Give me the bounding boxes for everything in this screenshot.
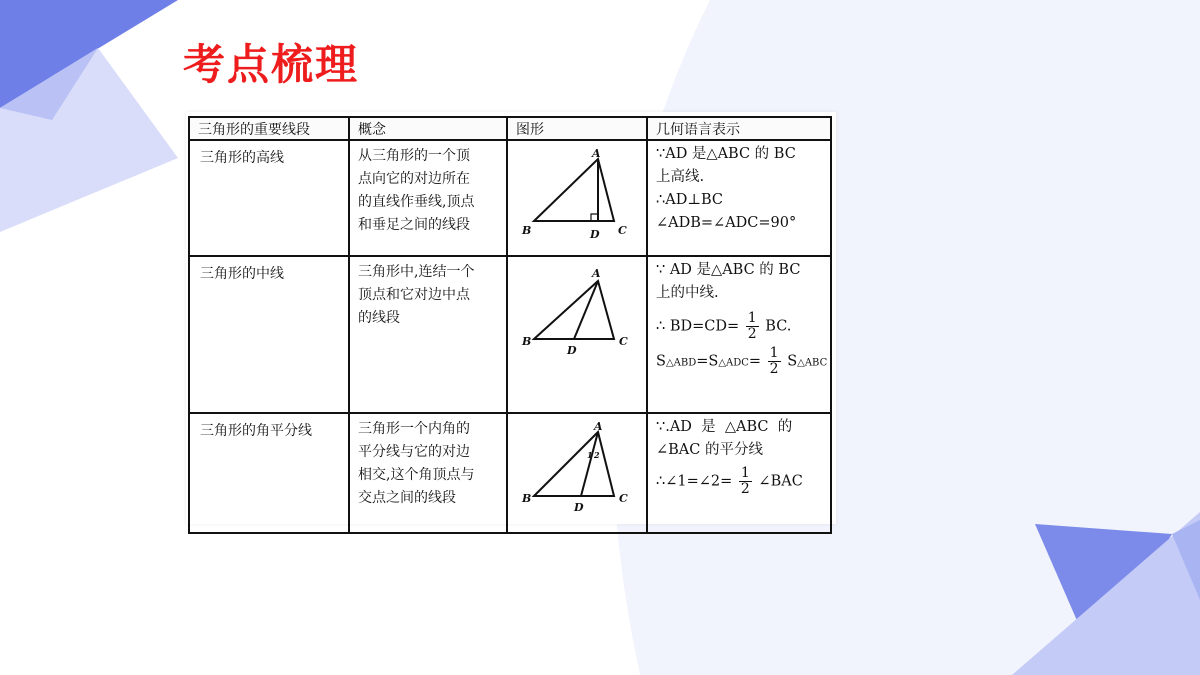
header-cell: 三角形的重要线段 bbox=[189, 117, 349, 140]
median-triangle-figure bbox=[508, 257, 648, 367]
svg-text:2: 2 bbox=[594, 450, 600, 460]
row-name: 三角形的角平分线 bbox=[189, 413, 349, 533]
table-row bbox=[189, 413, 831, 533]
svg-text:B: B bbox=[522, 335, 532, 348]
svg-text:B: B bbox=[522, 224, 532, 237]
row-name: 三角形的高线 bbox=[189, 140, 349, 256]
table-header-row bbox=[189, 117, 831, 140]
altitude-triangle-figure bbox=[508, 141, 648, 245]
row-figure bbox=[507, 140, 647, 256]
header-cell: 概念 bbox=[349, 117, 507, 140]
svg-text:D: D bbox=[567, 344, 577, 357]
row-figure bbox=[507, 256, 647, 413]
svg-text:D: D bbox=[574, 501, 584, 514]
row-concept: 三角形中,连结一个 顶点和它对边中点 的线段 bbox=[349, 256, 507, 413]
svg-text:A: A bbox=[592, 147, 601, 160]
row-concept: 三角形一个内角的 平分线与它的对边 相交,这个角顶点与 交点之间的线段 bbox=[349, 413, 507, 533]
row-expression: ∵.AD 是 △ABC 的 ∠BAC 的平分线 ∴∠1=∠2= $\frac{1}{2}$ ∠BAC bbox=[647, 413, 831, 533]
svg-text:D: D bbox=[590, 228, 600, 241]
fraction-half: $\frac{1}{2}$ bbox=[740, 465, 750, 497]
bisector-triangle-figure bbox=[508, 414, 648, 522]
row-figure bbox=[507, 413, 647, 533]
triangle-lines-table bbox=[188, 116, 832, 534]
svg-text:C: C bbox=[619, 335, 628, 348]
row-concept: 从三角形的一个顶 点向它的对边所在 的直线作垂线,顶点 和垂足之间的线段 bbox=[349, 140, 507, 256]
fraction-half: $\frac{1}{2}$ bbox=[769, 345, 779, 377]
row-expression: ∵AD 是△ABC 的 BC 上高线. ∴AD⊥BC ∠ADB=∠ADC=90° bbox=[647, 140, 831, 256]
content-table-wrap bbox=[186, 112, 836, 524]
header-cell: 几何语言表示 bbox=[647, 117, 831, 140]
table-row bbox=[189, 256, 831, 413]
row-name: 三角形的中线 bbox=[189, 256, 349, 413]
row-expression: ∵ AD 是△ABC 的 BC 上的中线. ∴ BD=CD= $\frac{1}{2}$ BC. S△ABD=S△ADC= $\frac{1}{2}$ S△ABC bbox=[647, 256, 831, 413]
svg-text:C: C bbox=[619, 492, 628, 505]
svg-text:B: B bbox=[522, 492, 532, 505]
page-title: 考点梳理 bbox=[183, 40, 360, 89]
header-cell: 图形 bbox=[507, 117, 647, 140]
fraction-half: $\frac{1}{2}$ bbox=[747, 310, 757, 342]
svg-text:A: A bbox=[594, 420, 603, 433]
svg-text:C: C bbox=[618, 224, 627, 237]
svg-text:A: A bbox=[592, 267, 601, 280]
table-row bbox=[189, 140, 831, 256]
svg-text:1: 1 bbox=[587, 450, 593, 460]
